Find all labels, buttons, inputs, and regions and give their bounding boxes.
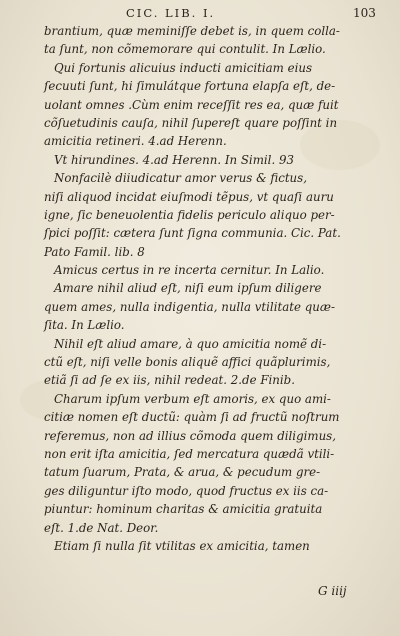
text-line: Nonfacilè diiudicatur amor verus & fictus, [54,171,307,186]
catchword: G iiij [318,584,347,598]
text-line: ges diliguntur iſto modo, quod fructus ex iis ca- [44,483,329,498]
running-head: CIC. LIB. I. [126,6,216,20]
text-line: Amicus certus in re incerta cernitur. In Lalio. [54,263,325,278]
text-line: referemus, non ad illius cõmoda quem diligimus, [44,428,336,443]
text-line: piuntur: hominum charitas & amicitia gratuita [44,502,323,517]
text-line: quem ames, nulla indigentia, nulla vtilitate quæ- [44,299,335,314]
text-line: ctũ eſt, niſi velle bonis aliquẽ affici quãplurimis, [44,355,331,370]
text-line: Qui fortunis alicuius inducti amicitiam eius [54,60,313,75]
text-line: tatum ſuarum, Prata, & arua, & pecudum gre- [44,465,321,480]
text-line: ſpici poſſit: cætera ſunt ſigna communia. Cic. Pat. [44,226,341,241]
text-line: ta ſunt, non cõmemorare qui contulit. In Lælio. [44,42,326,57]
text-line: amicitia retineri. 4.ad Herenn. [44,134,227,149]
text-line: etiã ſi ad ſe ex iis, nihil redeat. 2.de Finib. [44,373,295,388]
text-line: ſecuuti ſunt, hi ſimulátque fortuna elapſa eſt, de- [44,79,336,94]
body-text [40,22,378,555]
text-line: Vt hirundines. 4.ad Herenn. In Simil. 93 [54,152,294,167]
text-line: Nihil eſt aliud amare, à quo amicitia nomẽ di- [54,336,327,351]
text-line: eſt. 1.de Nat. Deor. [44,520,159,535]
text-line: niſi aliquod incidat eiuſmodi tẽpus, vt quaſi auru [44,189,334,204]
text-line: Charum ipſum verbum eſt amoris, ex quo ami- [54,391,331,406]
page-number: 103 [353,6,376,20]
text-line: ſita. In Lælio. [44,318,125,333]
text-line: Pato Famil. lib. 8 [44,244,145,259]
text-line: uolant omnes .Cùm enim receſſit res ea, quæ fuit [44,97,339,112]
text-line: Etiam ſi nulla ſit vtilitas ex amicitia, tamen [54,538,310,553]
text-line: citiæ nomen eſt ductũ: quàm ſi ad fructũ noſtrum [44,410,340,425]
text-line: Amare nihil aliud eſt, niſi eum ipſum diligere [54,281,322,296]
text-line: brantium, quæ meminiſſe debet is, in quem colla- [44,24,340,38]
text-line: igne, ſic beneuolentia fidelis periculo aliquo per- [44,207,335,222]
text-line: non erit iſta amicitia, ſed mercatura quædã vtili- [44,446,335,461]
text-line: cõſuetudinis cauſa, nihil ſupereſt quare poſſint in [44,115,338,130]
